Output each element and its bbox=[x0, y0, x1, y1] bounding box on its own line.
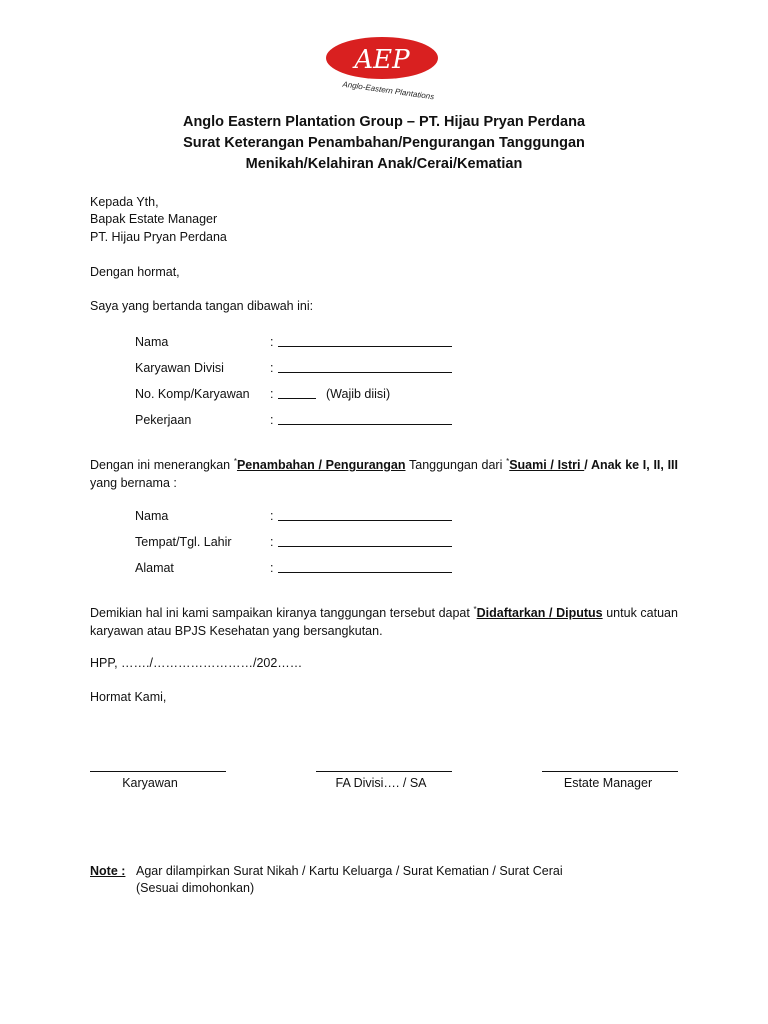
dependent-line-ttl[interactable] bbox=[278, 546, 452, 547]
closing-text-2: untuk catuan karyawan atau BPJS Kesehatan yang bersangkutan. bbox=[90, 606, 678, 639]
statement-text-1: Dengan ini menerangkan bbox=[90, 458, 231, 473]
date-line: HPP, ……./……………………/202…… bbox=[90, 656, 303, 670]
field-label-divisi: Karyawan Divisi bbox=[135, 361, 224, 375]
statement-star: * bbox=[233, 457, 237, 466]
signature-label-karyawan: Karyawan bbox=[122, 776, 178, 790]
statement-slash: / bbox=[584, 458, 591, 473]
company-logo bbox=[320, 34, 448, 100]
addressee-line-2: Bapak Estate Manager bbox=[90, 212, 218, 226]
field-label-komp: No. Komp/Karyawan bbox=[135, 387, 250, 401]
note-line-1: Agar dilampirkan Surat Nikah / Kartu Keluarga / Surat Kematian / Surat Cerai bbox=[136, 864, 563, 878]
field-line-divisi[interactable] bbox=[278, 372, 452, 373]
dependent-label-ttl: Tempat/Tgl. Lahir bbox=[135, 535, 232, 549]
note-line-2: (Sesuai dimohonkan) bbox=[136, 881, 255, 895]
closing-paragraph bbox=[90, 601, 678, 640]
field-colon: : bbox=[270, 413, 274, 427]
header-line-3: Menikah/Kelahiran Anak/Cerai/Kematian bbox=[245, 156, 523, 172]
statement-option-spouse[interactable]: Suami / Istri bbox=[509, 458, 585, 473]
statement-option-change[interactable]: Penambahan / Pengurangan bbox=[236, 458, 406, 473]
signature-line-fa[interactable] bbox=[316, 771, 452, 772]
regards: Hormat Kami, bbox=[90, 690, 167, 704]
aep-logo-graphic bbox=[320, 34, 448, 100]
field-colon: : bbox=[270, 361, 274, 375]
greeting: Dengan hormat, bbox=[90, 265, 180, 279]
field-label-pekerjaan: Pekerjaan bbox=[135, 413, 192, 427]
statement-text-3: yang bernama : bbox=[90, 476, 177, 491]
intro-text: Saya yang bertanda tangan dibawah ini: bbox=[90, 299, 314, 313]
field-label-nama: Nama bbox=[135, 335, 169, 349]
logo-mark: AEP bbox=[354, 45, 410, 75]
statement-star: * bbox=[506, 457, 510, 466]
header-line-2: Surat Keterangan Penambahan/Pengurangan Tanggungan bbox=[183, 135, 585, 151]
field-colon: : bbox=[270, 335, 274, 349]
closing-text-1: Demikian hal ini kami sampaikan kiranya tanggungan tersebut dapat bbox=[90, 606, 470, 621]
dependent-line-nama[interactable] bbox=[278, 520, 452, 521]
statement-option-child[interactable]: Anak ke I, II, III bbox=[590, 458, 678, 473]
dependent-line-alamat[interactable] bbox=[278, 572, 452, 573]
signature-line-em[interactable] bbox=[542, 771, 678, 772]
statement-paragraph bbox=[90, 453, 678, 492]
field-colon: : bbox=[270, 535, 274, 549]
field-note-komp: (Wajib diisi) bbox=[326, 387, 391, 401]
signature-line-karyawan[interactable] bbox=[90, 771, 226, 772]
signature-label-fa: FA Divisi…. / SA bbox=[335, 776, 427, 790]
closing-option[interactable]: Didaftarkan / Diputus bbox=[476, 606, 603, 621]
logo-tagline: Anglo-Eastern Plantations bbox=[341, 79, 435, 100]
closing-star: * bbox=[473, 605, 477, 614]
header-line-1: Anglo Eastern Plantation Group – PT. Hijau Pryan Perdana bbox=[182, 114, 586, 130]
addressee-line-1: Kepada Yth, bbox=[90, 195, 159, 209]
signature-label-em: Estate Manager bbox=[563, 776, 653, 790]
field-line-komp[interactable] bbox=[278, 398, 316, 399]
dependent-label-nama: Nama bbox=[135, 509, 169, 523]
statement-text-2: Tanggungan dari bbox=[409, 458, 503, 473]
field-colon: : bbox=[270, 509, 274, 523]
addressee-line-3: PT. Hijau Pryan Perdana bbox=[90, 230, 227, 244]
field-colon: : bbox=[270, 561, 274, 575]
field-colon: : bbox=[270, 387, 274, 401]
dependent-label-alamat: Alamat bbox=[135, 561, 174, 575]
field-line-pekerjaan[interactable] bbox=[278, 424, 452, 425]
note-label: Note : bbox=[90, 864, 126, 878]
field-line-nama[interactable] bbox=[278, 346, 452, 347]
